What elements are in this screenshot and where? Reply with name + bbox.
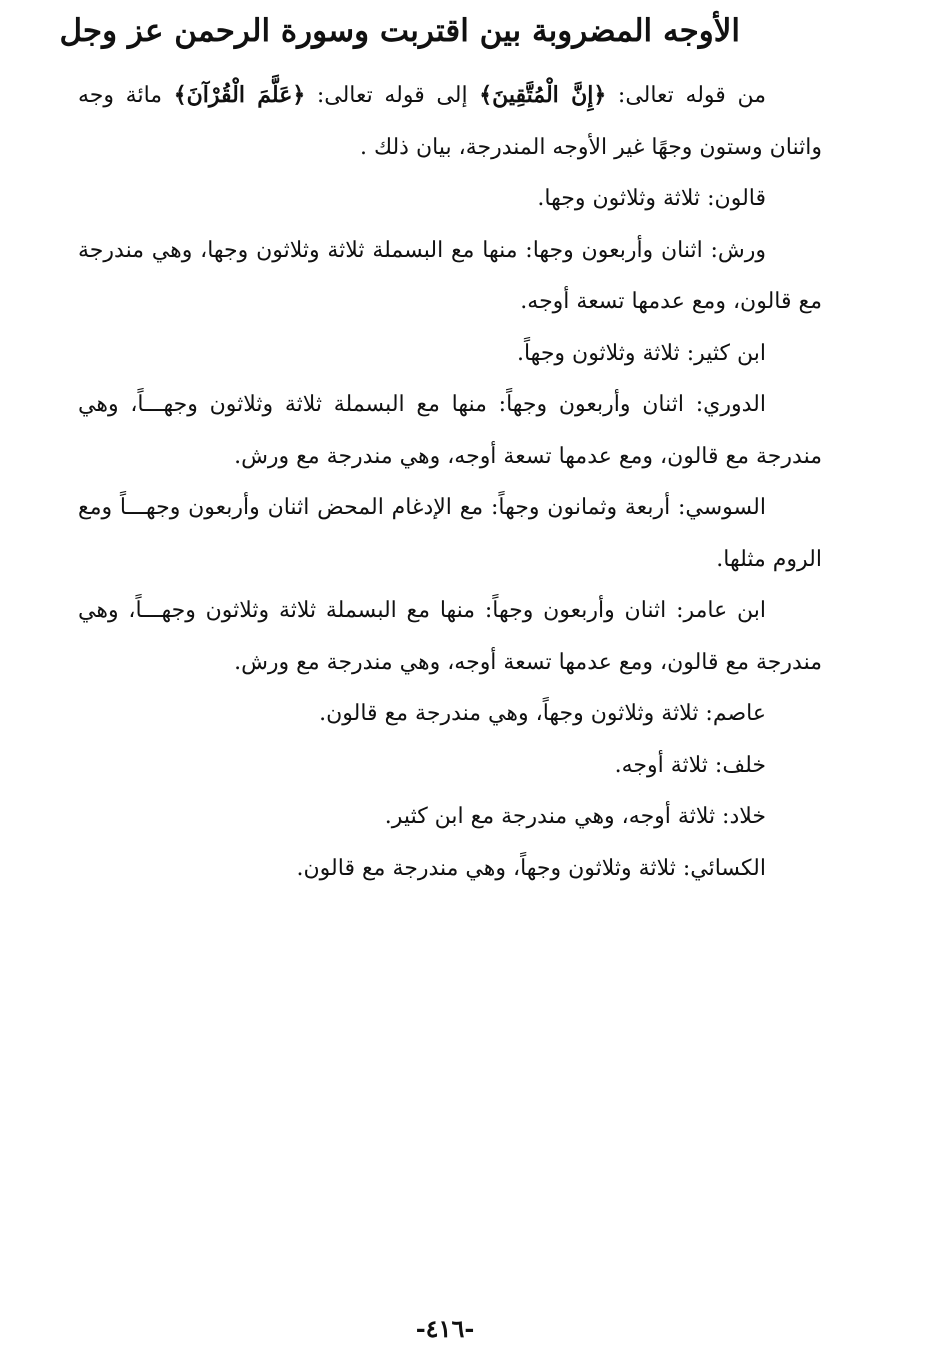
paragraph-ibn-amir: ابن عامر: اثنان وأربعون وجهاً: منها مع البسملة ثلاثة وثلاثون وجهـــاً، وهي مندرجة مع قالون، ومع عدمها تسعة أوجه، وهي مندرجة مع ورش. xyxy=(78,598,822,675)
intro-middle: إلى قوله تعالى: xyxy=(305,83,480,108)
main-text xyxy=(78,70,822,894)
paragraph-khallad: خلاد: ثلاثة أوجه، وهي مندرجة مع ابن كثير. xyxy=(384,804,766,829)
intro-prefix: من قوله تعالى: xyxy=(606,83,766,108)
quran-verse-2: ﴿عَلَّمَ الْقُرْآنَ﴾ xyxy=(173,82,306,108)
paragraph-warsh: ورش: اثنان وأربعون وجها: منها مع البسملة ثلاثة وثلاثون وجها، وهي مندرجة مع قالون، ومع عدمها تسعة أوجه. xyxy=(78,237,822,314)
page-title: الأوجه المضروبة بين اقتربت وسورة الرحمن عز وجل xyxy=(59,13,740,49)
paragraph-qalun: قالون: ثلاثة وثلاثون وجها. xyxy=(537,186,766,211)
page-number: -٤١٦- xyxy=(415,1314,475,1343)
paragraph-kisai: الكسائي: ثلاثة وثلاثون وجهاً، وهي مندرجة مع قالون. xyxy=(296,855,766,881)
intro-suffix: مائة وجه واثنان وستون وجهًا غير الأوجه المندرجة، بيان ذلك . xyxy=(78,83,822,160)
quran-verse-1: ﴿إِنَّ الْمُتَّقِينَ﴾ xyxy=(479,82,607,108)
intro-paragraph xyxy=(78,70,822,173)
paragraph-ibn-kathir: ابن كثير: ثلاثة وثلاثون وجهاً. xyxy=(516,340,766,366)
paragraph-asim: عاصم: ثلاثة وثلاثون وجهاً، وهي مندرجة مع قالون. xyxy=(319,701,766,726)
paragraph-khalaf: خلف: ثلاثة أوجه. xyxy=(614,752,766,778)
paragraph-susi: السوسي: أربعة وثمانون وجهاً: مع الإدغام المحض اثنان وأربعون وجهـــاً ومع الروم مثلها. xyxy=(78,495,822,572)
paragraph-duri: الدوري: اثنان وأربعون وجهاً: منها مع البسملة ثلاثة وثلاثون وجهـــاً، وهي مندرجة مع قالون، ومع عدمها تسعة أوجه، وهي مندرجة مع ورش. xyxy=(78,392,822,469)
